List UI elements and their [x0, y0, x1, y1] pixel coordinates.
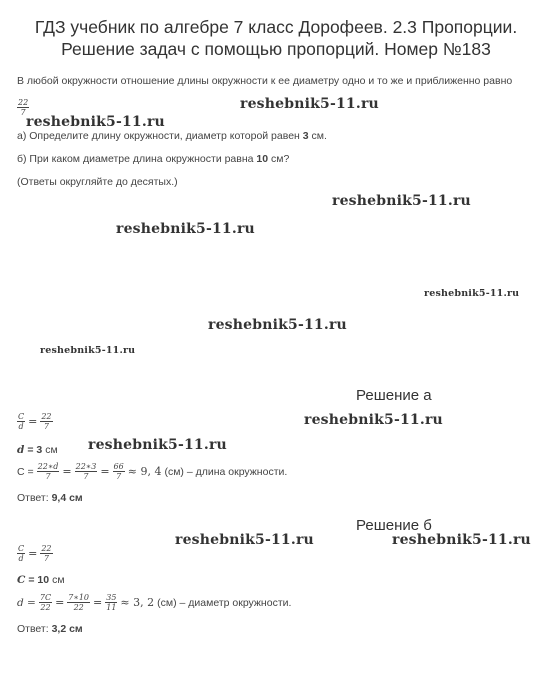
b-given-unit: см [52, 574, 65, 586]
b-f1-numerator: 7C [39, 593, 52, 602]
b-answer-value: 3,2 см [51, 623, 83, 635]
solution-b-heading: Решение б [356, 517, 432, 534]
a-answer-label: Ответ: [17, 492, 49, 504]
a-given-unit: см [45, 444, 58, 456]
a-f2-numerator: 22∗3 [75, 462, 97, 471]
a-prop-denominator: d [18, 422, 24, 431]
solution-a-answer [17, 492, 83, 504]
b-approx-value: ≈ 3, 2 [120, 596, 155, 609]
b-f2-denominator: 22 [73, 603, 84, 612]
watermark-3: reshebnik5-11.ru [332, 193, 471, 209]
b-given-variable: C [17, 574, 26, 586]
watermark-4: reshebnik5-11.ru [116, 221, 255, 237]
problem-part-a [17, 130, 327, 142]
solution-b-proportion: $\frac{C}{d}$ = $\frac{22}{7}$ [18, 544, 52, 563]
watermark-8: reshebnik5-11.ru [304, 412, 443, 428]
b-ratio-denominator: 7 [43, 554, 49, 563]
b-ratio-numerator: 22 [41, 544, 52, 553]
solution-a-calculation: C = $\frac{22∗d}{7}$ = $\frac{22∗3}{7}$ = $\frac{66}{7}$ ≈ 9, 4 (см) – длина окружности. [17, 462, 288, 481]
part-b-text: б) При каком диаметре длина окружности равна [17, 153, 254, 165]
part-a-value: 3 [302, 130, 309, 142]
b-prop-numerator: C [18, 544, 25, 553]
a-answer-value: 9,4 см [51, 492, 83, 504]
a-approx-value: ≈ 9, 4 [127, 465, 162, 478]
b-f3-numerator: 35 [106, 593, 117, 602]
ratio-numerator: 22 [18, 98, 29, 107]
problem-note: (Ответы округляйте до десятых.) [17, 176, 178, 188]
watermark-2: reshebnik5-11.ru [26, 114, 165, 130]
a-f1-denominator: 7 [45, 472, 51, 481]
problem-intro: В любой окружности отношение длины окружности к ее диаметру одно и то же и приближенно равно [17, 75, 513, 87]
b-answer-label: Ответ: [17, 623, 49, 635]
a-ratio-numerator: 22 [41, 412, 52, 421]
a-f1-numerator: 22∗d [37, 462, 59, 471]
solution-a-given [17, 444, 58, 456]
a-given-variable: d [17, 444, 25, 456]
b-result-text: (см) – диаметр окружности. [157, 596, 292, 609]
watermark-10: reshebnik5-11.ru [175, 532, 314, 548]
b-calc-variable: d = [17, 596, 36, 609]
page-title-line-2: Решение задач с помощью пропорций. Номер №183 [61, 39, 491, 59]
watermark-5: reshebnik5-11.ru [424, 288, 520, 299]
part-b-unit: см? [271, 153, 290, 165]
b-f3-denominator: 11 [106, 603, 117, 612]
b-given-value: = 10 [28, 574, 50, 586]
solution-b-given [17, 574, 65, 586]
solution-b-answer [17, 623, 83, 635]
watermark-9: reshebnik5-11.ru [88, 437, 227, 453]
watermark-11: reshebnik5-11.ru [392, 532, 531, 548]
solution-b-calculation: d = $\frac{7C}{22}$ = $\frac{7∗10}{22}$ = $\frac{35}{11}$ ≈ 3, 2 (см) – диаметр окружности. [17, 593, 292, 612]
b-f2-numerator: 7∗10 [68, 593, 90, 602]
a-ratio-denominator: 7 [43, 422, 49, 431]
a-given-value: = 3 [27, 444, 43, 456]
part-a-text: а) Определите длину окружности, диаметр которой равен [17, 130, 300, 142]
a-f3-denominator: 7 [116, 472, 122, 481]
watermark-7: reshebnik5-11.ru [40, 345, 136, 356]
part-a-unit: см. [311, 130, 327, 142]
part-b-value: 10 [256, 153, 269, 165]
watermark-6: reshebnik5-11.ru [208, 317, 347, 333]
ratio-denominator: 7 [20, 108, 26, 117]
a-prop-numerator: C [18, 412, 25, 421]
a-result-text: (см) – длина окружности. [164, 465, 288, 478]
solution-a-heading: Решение а [356, 387, 432, 404]
b-prop-denominator: d [18, 554, 24, 563]
page-title-line-1: ГДЗ учебник по алгебре 7 класс Дорофеев. 2.3 Пропорции. [34, 17, 518, 37]
b-f1-denominator: 22 [40, 603, 51, 612]
watermark-1: reshebnik5-11.ru [240, 96, 379, 112]
a-calc-variable: C = [17, 465, 34, 478]
a-f2-denominator: 7 [83, 472, 89, 481]
solution-a-proportion: $\frac{C}{d}$ = $\frac{22}{7}$ [18, 412, 52, 431]
problem-part-b [17, 153, 289, 165]
a-f3-numerator: 66 [113, 462, 124, 471]
